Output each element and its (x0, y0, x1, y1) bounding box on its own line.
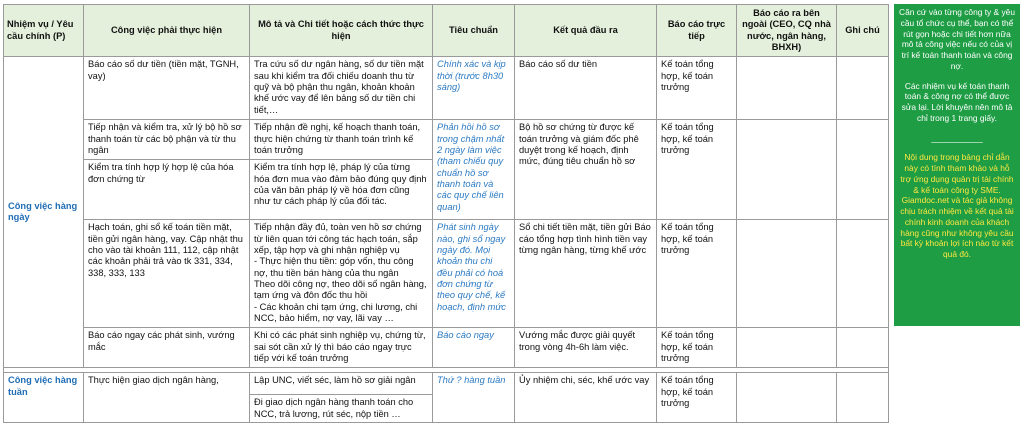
cell-desc: Lập UNC, viết séc, làm hồ sơ giải ngân (250, 373, 433, 395)
header-external-report: Báo cáo ra bên ngoài (CEO, CQ nhà nước, ngân hàng, BHXH) (737, 5, 837, 57)
side-note-rule: ___________ (931, 132, 983, 143)
cell-direct-report: Kế toán tổng hợp, kế toán trưởng (657, 328, 737, 368)
side-note-paragraph-1: Căn cứ vào từng công ty & yêu cầu tổ chức cụ thể, bạn có thể rút gọn hoặc chi tiết hơn nữa mô tả công việc nếu có của vị trí kế toán thanh toán và công nợ. (899, 7, 1015, 71)
table-row (4, 57, 889, 120)
cell-direct-report: Kế toán tổng hợp, kế toán trưởng (657, 57, 737, 120)
desc-line: Theo dõi công nợ, theo dõi số ngân hàng, tạm ứng và đôn đốc thu hồi (254, 278, 427, 301)
cell-note (837, 220, 889, 328)
cell-desc: Tra cứu số dư ngân hàng, số dư tiền mặt sau khi kiểm tra đối chiếu doanh thu từ quỹ và bộ phận thu ngân, khoản khoản khế ước vay để lên bảng số dư tiền chi tiết,… (250, 57, 433, 120)
desc-line: Tiếp nhận đầy đủ, toàn ven hồ sơ chứng từ liên quan tới công tác hạch toán, sắp xếp, tập hợp và ghi nhận nghiệp vụ (254, 222, 422, 255)
table-row (4, 328, 889, 368)
cell-direct-report: Kế toán tổng hợp, kế toán trưởng (657, 220, 737, 328)
header-note: Ghi chú (837, 5, 889, 57)
group-weekly: Công việc hàng tuần (4, 373, 84, 423)
desc-line: - Các khoản chi tạm ứng, chi lương, chi NCC, bảo hiểm, nợ vay, lãi vay … (254, 301, 418, 323)
cell-note (837, 120, 889, 220)
cell-job: Tiếp nhận và kiểm tra, xử lý bộ hồ sơ thanh toán từ các bộ phận và từ thu ngân (84, 120, 250, 160)
header-task: Nhiệm vụ / Yêu cầu chính (P) (4, 5, 84, 57)
header-result: Kết quả đầu ra (515, 5, 657, 57)
cell-external-report (737, 220, 837, 328)
group-daily: Công việc hàng ngày (4, 57, 84, 368)
cell-standard: Thứ ? hàng tuần (433, 373, 515, 423)
cell-result: Bộ hồ sơ chứng từ được kế toán trưởng và giám đốc phê duyệt trong kế hoạch, định mức, đúng tiêu chuẩn hồ sơ (515, 120, 657, 220)
cell-direct-report: Kế toán tổng hợp, kế toán trưởng (657, 373, 737, 423)
cell-job: Báo cáo số dư tiền (tiền mặt, TGNH, vay) (84, 57, 250, 120)
cell-standard: Phát sinh ngày nào, ghi sổ ngay ngày đó. Mọi khoản thu chi đều phải có hoá đơn chứng từ theo quy chế, kế hoạch, định mức (433, 220, 515, 328)
cell-standard: Chính xác và kịp thời (trước 8h30 sáng) (433, 57, 515, 120)
cell-job: Hạch toán, ghi sổ kế toán tiền mặt, tiền gửi ngân hàng, vay. Cập nhật thu cho vào tài khoản 111, 112, cập nhật các khoản phải trả vào tk 331, 334, 338, 333, 133 (84, 220, 250, 328)
cell-result: Báo cáo số dư tiền (515, 57, 657, 120)
header-desc: Mô tả và Chi tiết hoặc cách thức thực hiện (250, 5, 433, 57)
cell-result: Sổ chi tiết tiền mặt, tiền gửi Báo cáo tổng hợp tình hình tiền vay từng ngân hàng, từng khế ước (515, 220, 657, 328)
cell-note (837, 328, 889, 368)
table-row (4, 373, 889, 395)
cell-direct-report: Kế toán tổng hợp, kế toán trưởng (657, 120, 737, 220)
header-row (4, 5, 889, 57)
side-note-panel (894, 4, 1020, 326)
side-note-paragraph-2: Các nhiệm vụ kế toán thanh toán & công nợ có thể được sửa lại. Lời khuyên nên mô tả chỉ trong 1 trang giấy. (901, 80, 1013, 123)
cell-job: Kiểm tra tính hợp lý hợp lệ của hóa đơn chứng từ (84, 160, 250, 220)
cell-note (837, 373, 889, 423)
cell-job: Thực hiện giao dịch ngân hàng, (84, 373, 250, 423)
cell-desc (250, 220, 433, 328)
cell-external-report (737, 328, 837, 368)
cell-note (837, 57, 889, 120)
cell-external-report (737, 57, 837, 120)
cell-desc: Khi có các phát sinh nghiệp vụ, chứng từ, sai sót cần xử lý thì báo cáo ngay trực tiếp với kế toán trưởng (250, 328, 433, 368)
cell-desc: Đi giao dịch ngân hàng thanh toán cho NCC, trả lương, rút séc, nộp tiền … (250, 395, 433, 423)
header-standard: Tiêu chuẩn (433, 5, 515, 57)
cell-desc: Kiểm tra tính hợp lệ, pháp lý của từng hóa đơn mua vào đảm bảo đúng quy định của văn bản pháp lý về hóa đơn cũng như tư cách pháp lý của đối tác. (250, 160, 433, 220)
cell-job: Báo cáo ngay các phát sinh, vướng mắc (84, 328, 250, 368)
header-direct-report: Báo cáo trực tiếp (657, 5, 737, 57)
cell-desc: Tiếp nhận đề nghị, kế hoạch thanh toán, thực hiện chứng từ thanh toán trình kế toán trưởng (250, 120, 433, 160)
desc-line: - Thực hiện thu tiền: góp vốn, thu công nợ, thu tiền bán hàng của thu ngân (254, 256, 414, 278)
cell-standard: Báo cáo ngay (433, 328, 515, 368)
table-row (4, 220, 889, 328)
job-description-table (3, 4, 889, 423)
cell-result: Ủy nhiệm chi, séc, khế ước vay (515, 373, 657, 423)
cell-standard: Phản hồi hồ sơ trong chậm nhất 2 ngày làm việc (tham chiếu quy chuẩn hồ sơ thanh toán và các quy chế liên quan) (433, 120, 515, 220)
cell-external-report (737, 120, 837, 220)
cell-external-report (737, 373, 837, 423)
cell-result: Vướng mắc được giải quyết trong vòng 4h-6h làm việc. (515, 328, 657, 368)
header-job: Công việc phải thực hiện (84, 5, 250, 57)
side-note-paragraph-3: Nội dung trong bảng chỉ dẫn này có tính tham khảo và hỗ trợ ứng dụng quản trị tài chính & kế toán công ty SME. Giamdoc.net và tác giả không chịu trách nhiệm về kết quả tài chính kinh doanh của khách hàng cũng như không yêu cầu bất kỳ khoản lợi ích nào từ kết quả đó. (900, 152, 1014, 259)
table-row (4, 120, 889, 160)
